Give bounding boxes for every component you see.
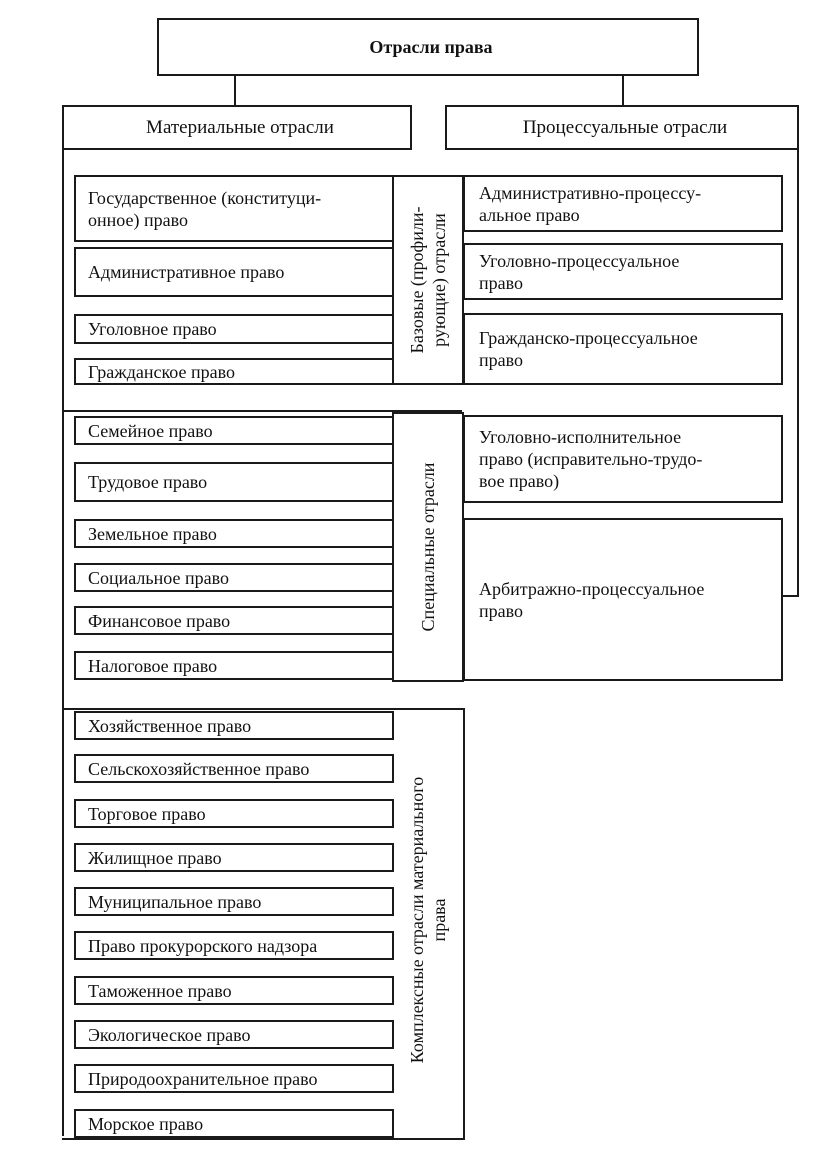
connector bbox=[62, 1138, 465, 1140]
material-branches-header: Материальные отрасли bbox=[62, 105, 412, 150]
material-branch-box: Налоговое право bbox=[74, 651, 394, 680]
connector bbox=[782, 595, 799, 597]
basic-group-label: Базовые (профили- рующие) отрасли bbox=[407, 206, 449, 354]
material-branch-box: Сельскохозяйственное право bbox=[74, 754, 394, 783]
material-branch-box: Торговое право bbox=[74, 799, 394, 828]
material-branch-box: Государственное (конституци- онное) право bbox=[74, 175, 394, 242]
material-branch-box: Таможенное право bbox=[74, 976, 394, 1005]
material-branch-box: Право прокурорского надзора bbox=[74, 931, 394, 960]
procedural-branch-box: Гражданско-процессуальное право bbox=[463, 313, 783, 385]
material-branch-box: Трудовое право bbox=[74, 462, 394, 502]
material-branch-box: Природоохранительное право bbox=[74, 1064, 394, 1093]
material-branch-box: Семейное право bbox=[74, 416, 394, 445]
procedural-branches-header: Процессуальные отрасли bbox=[445, 105, 799, 150]
material-branch-box: Уголовное право bbox=[74, 314, 394, 344]
material-branch-box: Социальное право bbox=[74, 563, 394, 592]
procedural-branch-box: Уголовно-процессуальное право bbox=[463, 243, 783, 300]
connector bbox=[463, 708, 465, 1140]
procedural-branch-box: Административно-процессу- альное право bbox=[463, 175, 783, 232]
material-branch-box: Земельное право bbox=[74, 519, 394, 548]
material-branch-box: Административное право bbox=[74, 247, 394, 297]
material-branch-box: Жилищное право bbox=[74, 843, 394, 872]
connector bbox=[62, 148, 64, 1136]
material-branch-box: Муниципальное право bbox=[74, 887, 394, 916]
procedural-branch-box: Арбитражно-процессуальное право bbox=[463, 518, 783, 681]
connector bbox=[622, 75, 624, 105]
material-branch-box: Хозяйственное право bbox=[74, 711, 394, 740]
procedural-branch-box: Уголовно-исполнительное право (исправительно-трудо- вое право) bbox=[463, 415, 783, 503]
special-group-label: Специальные отрасли bbox=[418, 462, 438, 632]
complex-group-label: Комплексные отрасли материального права bbox=[407, 776, 449, 1064]
material-branch-box: Финансовое право bbox=[74, 606, 394, 635]
root-title-box: Отрасли права bbox=[157, 18, 699, 76]
material-branch-box: Гражданское право bbox=[74, 358, 394, 385]
connector bbox=[62, 708, 465, 710]
material-branch-box: Морское право bbox=[74, 1109, 394, 1138]
connector bbox=[797, 148, 799, 596]
connector bbox=[234, 75, 236, 105]
material-branch-box: Экологическое право bbox=[74, 1020, 394, 1049]
